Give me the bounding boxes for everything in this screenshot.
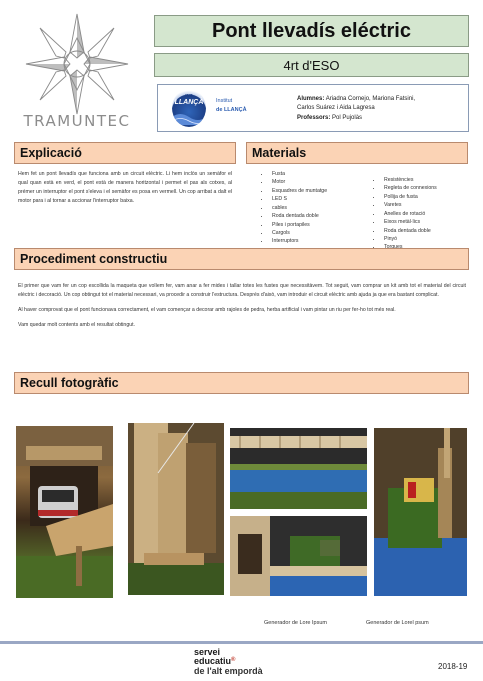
list-item: • Varetes xyxy=(382,201,482,209)
list-item: • Eixos metàl·lics xyxy=(382,218,482,226)
photo-bridge-side xyxy=(374,428,467,596)
students-line2: Carlos Suárez i Aida Lagresa xyxy=(297,105,375,112)
procediment-p2: Al haver comprovat que el pont funcionava correctament, el vam començar a decorar amb rajoles de pedra, herba artificial i vam pintar un riu per fer-ho tot més real. xyxy=(18,307,396,314)
logo-text: TRAMUNTEC xyxy=(23,112,131,130)
photo-caption: Generador de Lore Ipsum xyxy=(264,620,327,626)
materials-list xyxy=(256,170,468,245)
footer-org-line3: de l'alt empordà xyxy=(194,665,263,676)
teachers-value: Pol Pujolàs xyxy=(332,114,363,121)
section-procediment-title: Procediment constructiu xyxy=(20,252,168,266)
list-item: • Regleta de connexions xyxy=(382,184,482,192)
registered-icon: ® xyxy=(231,657,236,664)
footer-org-line1: servei xyxy=(194,647,221,657)
list-item: • Pollija de fusta xyxy=(382,193,482,201)
footer-logo xyxy=(194,648,263,676)
photo-bridge-car-art xyxy=(16,426,113,598)
photo-bridge-water-art xyxy=(230,516,367,596)
photo-bridge-raised xyxy=(128,423,224,595)
authors-box xyxy=(157,84,469,132)
teachers-label: Professors: xyxy=(297,114,331,121)
compass-star-icon xyxy=(14,12,140,116)
school-name xyxy=(216,97,247,115)
section-procediment-body xyxy=(18,282,466,334)
photo-bridge-top-art xyxy=(230,428,367,509)
section-explicacio-title: Explicació xyxy=(20,146,82,160)
footer-org-line2: educatiu xyxy=(194,656,232,667)
section-recull-header xyxy=(14,372,469,394)
list-item: • Resistències xyxy=(382,176,482,184)
students-line1: Ariadna Cornejo, Mariona Fatsini, xyxy=(325,96,416,102)
footer-year: 2018-19 xyxy=(438,662,468,671)
list-item: • Piles i portapiles xyxy=(270,221,370,229)
section-recull-title: Recull fotogràfic xyxy=(20,376,119,390)
procediment-p1: El primer que vam fer un cop escollida la maqueta que volíem fer, vam anar a fer mides i tallar totes les fustes que necessitàvem. Tot seguit, vam comprar un kit amb tot el material del circuit elèctric i decoració. Un cop obtingut tot el material necessari, va procedir a construir l'estructura. Després d'això, vam introduir el circuit elèctric amb ajuda ja que era bastant complicat. xyxy=(18,283,466,299)
explicacio-text: Hem fet un pont llevadís que funciona amb un circuit elèctric. Li hem inclòs un semàfor el qual quan està en verd, el pont està de manera horitzontal i permet el pas als cotxes, al prémer un interruptor el pont s'eleva i el semàfor es posa en vermell. Un cop arribat a dalt el motor para i al tornar a accionar l'interruptor baixa. xyxy=(18,171,232,205)
wave-icon xyxy=(172,111,206,125)
photo-bridge-car xyxy=(16,426,113,598)
materials-col1 xyxy=(256,170,370,246)
photo-bridge-raised-art xyxy=(128,423,224,595)
photo-caption: Generador de Lorel psum xyxy=(366,620,429,626)
course-subtitle-text: 4rt d'ESO xyxy=(283,57,340,73)
tramuntec-logo xyxy=(14,12,140,132)
course-subtitle xyxy=(154,53,469,77)
procediment-p3: Vam quedar molt contents amb el resultat obtingut. xyxy=(18,322,135,329)
section-explicacio-header xyxy=(14,142,236,164)
photo-bridge-water xyxy=(230,516,367,596)
school-line2: de LLANÇÀ xyxy=(216,106,247,113)
section-explicacio-body xyxy=(18,170,232,210)
list-item: • Roda dentada doble xyxy=(270,212,370,220)
list-item: • cables xyxy=(270,204,370,212)
list-item: • Pinyó xyxy=(382,235,482,243)
materials-col2 xyxy=(368,176,482,252)
list-item: • Esquadres de muntatge xyxy=(270,187,370,195)
list-item: • Fusta xyxy=(270,170,370,178)
authors-text xyxy=(297,95,415,123)
school-badge-small: INS xyxy=(185,93,193,98)
students-label: Alumnes: xyxy=(297,96,325,102)
list-item: • Anelles de rotació xyxy=(382,210,482,218)
page-title xyxy=(154,15,469,47)
page-title-text: Pont llevadís eléctric xyxy=(212,19,411,42)
list-item: • LED S xyxy=(270,195,370,203)
school-badge xyxy=(172,89,206,127)
section-materials-header xyxy=(246,142,468,164)
list-item: • Cargols xyxy=(270,229,370,237)
photo-bridge-top xyxy=(230,428,367,509)
school-badge-big: LLANÇÀ xyxy=(174,99,204,106)
footer-bar xyxy=(0,641,483,644)
list-item: • Interruptors xyxy=(270,237,370,245)
list-item: • Motor xyxy=(270,178,370,186)
list-item: • Roda dentada doble xyxy=(382,227,482,235)
school-line1: Institut xyxy=(216,98,233,104)
section-procediment-header xyxy=(14,248,469,270)
photo-bridge-side-art xyxy=(374,428,467,596)
section-materials-title: Materials xyxy=(252,146,307,160)
